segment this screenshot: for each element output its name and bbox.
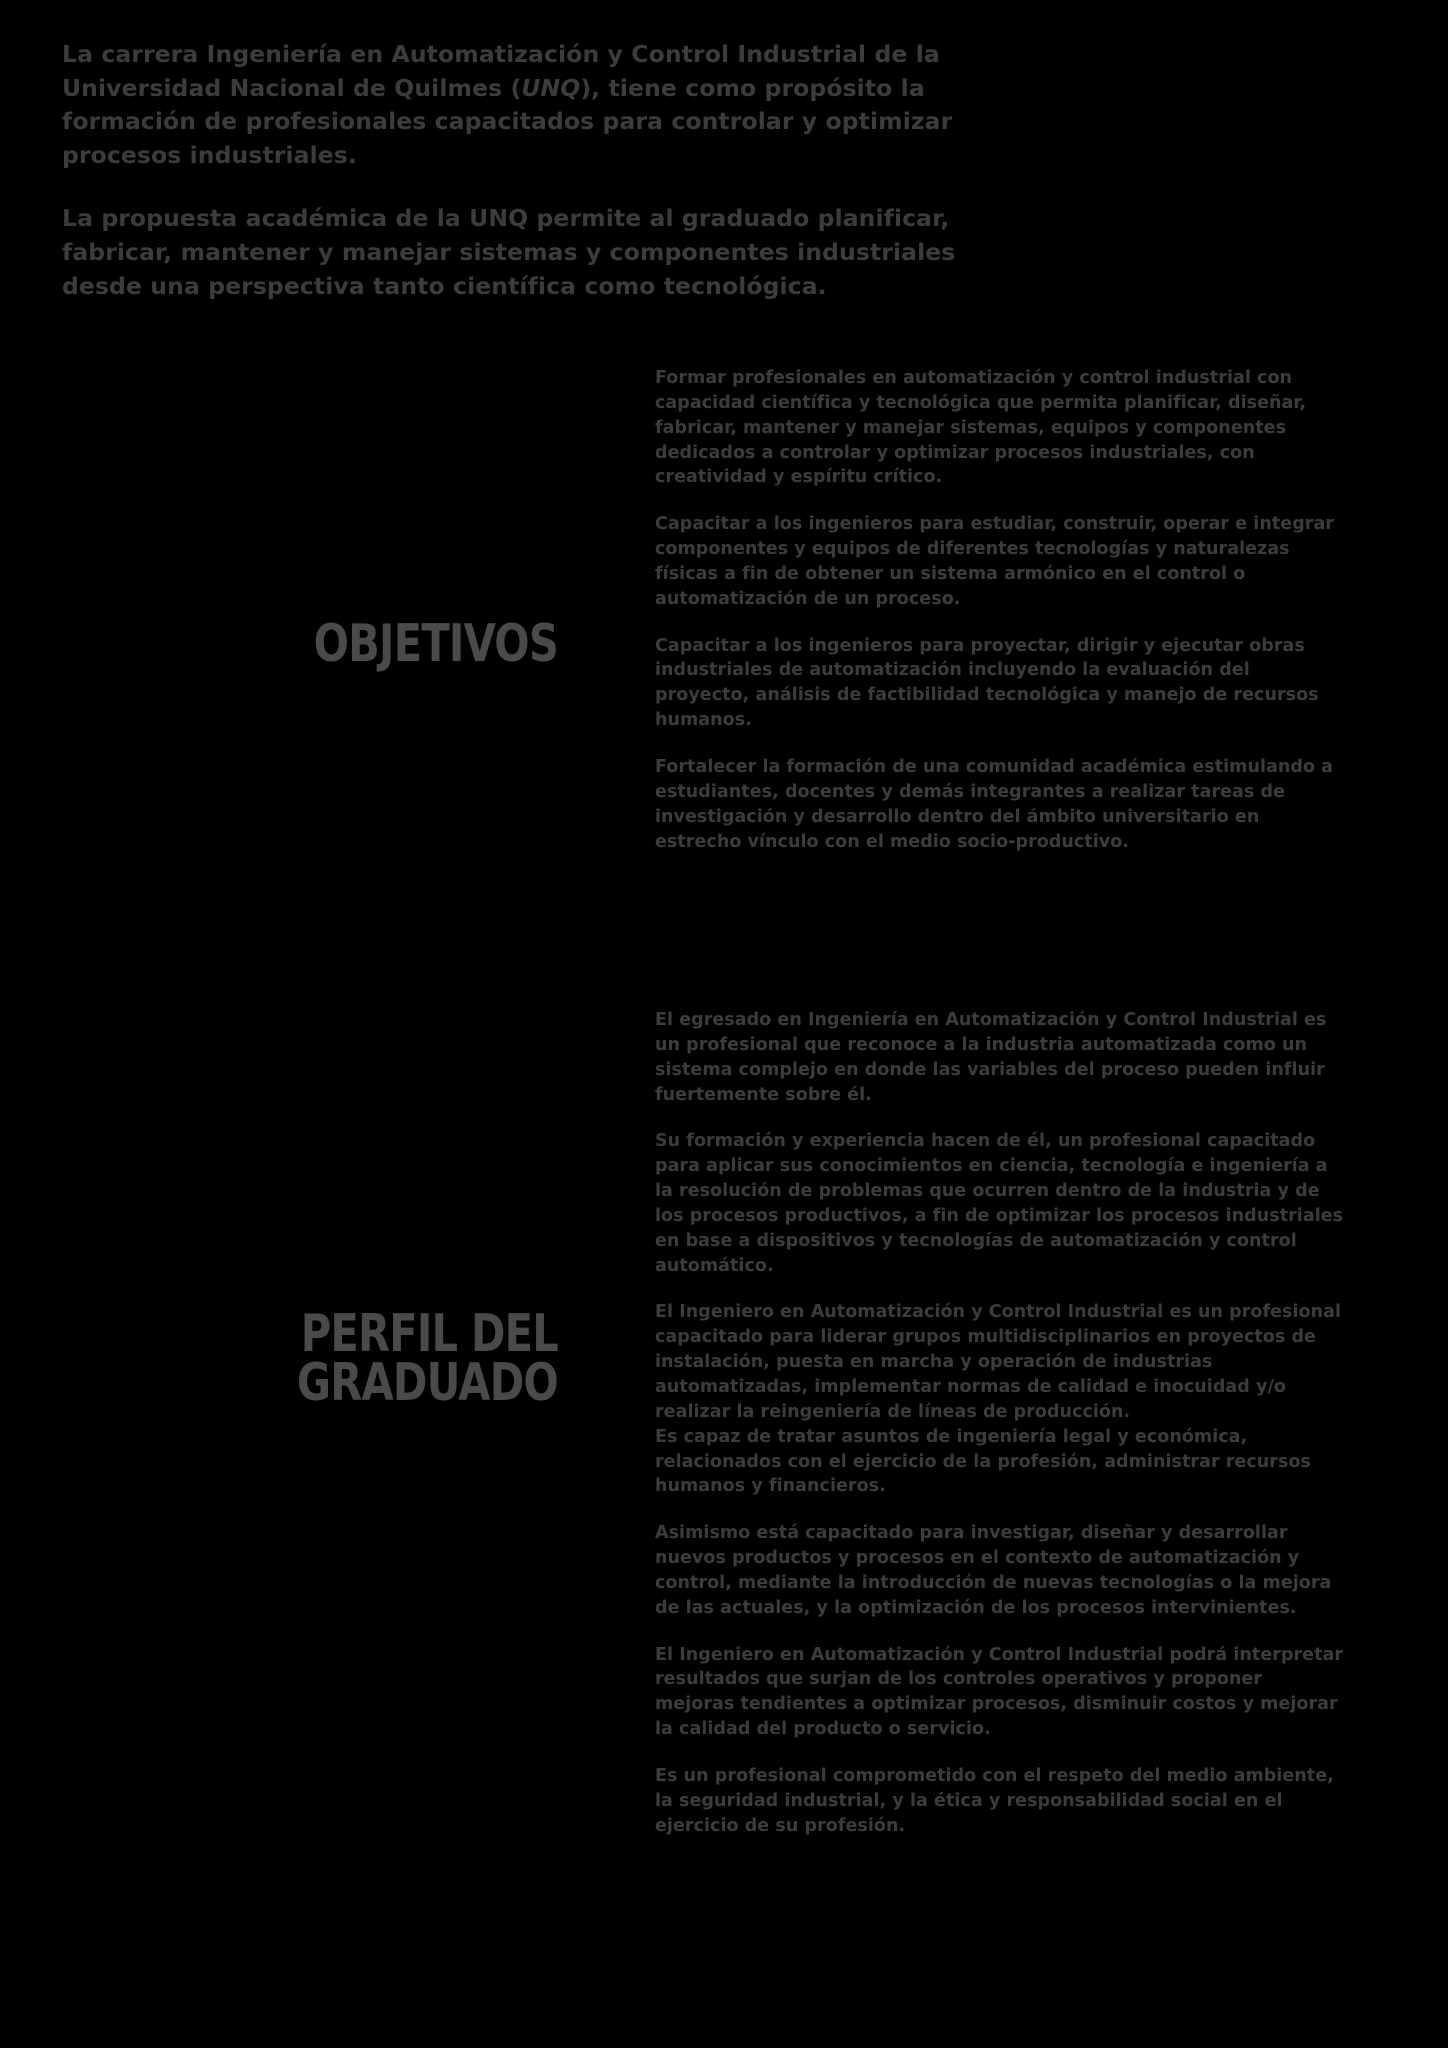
intro-paragraph-1 [62, 38, 962, 172]
perfil-paragraph: Es un profesional comprometido con el respeto del medio ambiente, la seguridad industrial, y la ética y responsabilidad social en el ejercicio de su profesión. [655, 1765, 1334, 1836]
perfil-paragraph: Su formación y experiencia hacen de él, un profesional capacitado para aplicar sus conocimientos en ciencia, tecnología e ingeniería a la resolución de problemas que ocurren dentro de la industria y de los procesos productivos, a fin de optimizar los procesos industriales en base a dispositivos y tecnologías de automatización y control automático. [655, 1131, 1344, 1276]
intro-text-2: de la Universidad Nacional de Quilmes ( [62, 40, 940, 102]
perfil-paragraph: El egresado en Ingeniería en Automatización y Control Industrial es un profesional que reconoce a la industria automatizada como un sistema complejo en donde las variables del proceso pueden influir fuertemente sobre él. [655, 1010, 1327, 1105]
section-heading-perfil-line2: GRADUADO [296, 1353, 558, 1414]
section-body-perfil [655, 1008, 1345, 1838]
intro-spacer [62, 172, 962, 202]
intro-paragraph-2: La propuesta académica de la UNQ permite al graduado planificar, fabricar, mantener y manejar sistemas y componentes industriales desde una perspectiva tanto científica como tecnológica. [62, 204, 956, 300]
objetivos-paragraph: Fortalecer la formación de una comunidad académica estimulando a estudiantes, docentes y demás integrantes a realizar tareas de investigación y desarrollo dentro del ámbito universitario en estrecho vínculo con el medio socio-productivo. [655, 756, 1334, 852]
career-name: Ingeniería en Automatización y Control Industrial [206, 40, 867, 68]
perfil-paragraph: Es capaz de tratar asuntos de ingeniería legal y económica, relacionados con el ejercicio de la profesión, administrar recursos humanos y financieros. [655, 1426, 1311, 1497]
intro-text-3: ), tiene como propósito la formación de profesionales capacitados para controlar y optimizar procesos industriales. [62, 73, 953, 169]
objetivos-paragraph: Capacitar a los ingenieros para proyectar, dirigir y ejecutar obras industriales de automatización incluyendo la evaluación del proyecto, análisis de factibilidad tecnológica y manejo de recursos humanos. [655, 635, 1319, 731]
section-heading-objetivos: OBJETIVOS [313, 614, 558, 674]
intro-block [62, 38, 962, 303]
section-heading-perfil [142, 1304, 558, 1414]
section-heading-perfil-line1: PERFIL DEL [300, 1304, 558, 1364]
perfil-paragraph: Asimismo está capacitado para investigar, diseñar y desarrollar nuevos productos y procesos en el contexto de automatización y control, mediante la introducción de nuevas tecnologías o la mejora de las actuales, y la optimización de los procesos intervinientes. [655, 1523, 1332, 1618]
unq-abbrev: UNQ [521, 73, 581, 102]
perfil-paragraph: El Ingeniero en Automatización y Control Industrial podrá interpretar resultados que surjan de los controles operativos y proponer mejoras tendientes a optimizar procesos, disminuir costos y mejorar la calidad del producto o servicio. [655, 1644, 1344, 1740]
objetivos-paragraph: Capacitar a los ingenieros para estudiar, construir, operar e integrar componentes y equipos de diferentes tecnologías y naturalezas físicas a fin de obtener un sistema armónico en el control o automatización de un proceso. [655, 514, 1334, 609]
section-body-objetivos [655, 366, 1345, 854]
objetivos-paragraph: Formar profesionales en automatización y control industrial con capacidad científica y tecnológica que permita planificar, diseñar, fabricar, mantener y manejar sistemas, equipos y componentes dedicados a controlar y optimizar procesos industriales, con creatividad y espíritu crítico. [655, 368, 1307, 488]
perfil-paragraph: El Ingeniero en Automatización y Control Industrial es un profesional capacitado para liderar grupos multidisciplinarios en proyectos de instalación, puesta en marcha y operación de industrias automatizadas, implementar normas de calidad e inocuidad y/o realizar la reingeniería de líneas de producción. [655, 1302, 1342, 1422]
intro-text-1: La carrera [62, 40, 207, 68]
